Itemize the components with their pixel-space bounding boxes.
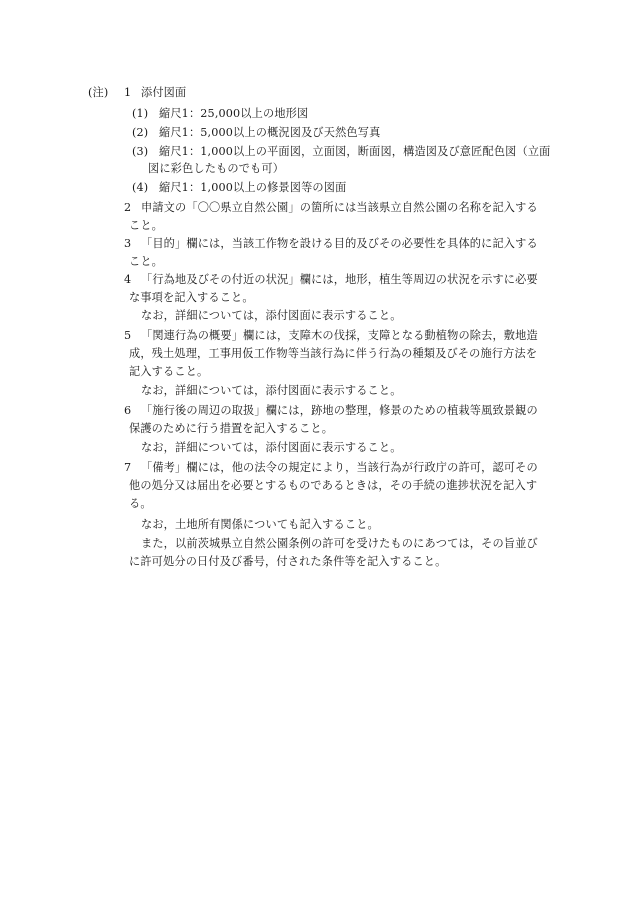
note-line: 「目的」欄には，当該工作物を設ける目的及びその必要性を具体的に記入する xyxy=(141,237,538,250)
note-line: る。 xyxy=(129,497,152,510)
note-number: 4 xyxy=(124,273,132,286)
note-line: こと。 xyxy=(129,255,164,268)
note-line: なお，土地所有関係についても記入すること。 xyxy=(141,518,379,531)
note-line: 保護のために行う措置を記入すること。 xyxy=(129,422,334,435)
sub-item-line: 図に彩色したものでも可） xyxy=(148,162,285,175)
note-number: 5 xyxy=(124,329,132,342)
note-line: 申請文の「〇〇県立自然公園」の箇所には当該県立自然公園の名称を記入する xyxy=(141,201,538,214)
note-line: 他の処分又は届出を必要とするものであるときは，その手続の進捗状況を記入す xyxy=(129,479,538,492)
note-line: 記入すること。 xyxy=(129,365,209,378)
sub-item-number: (2) xyxy=(132,126,149,139)
note-line: なお，詳細については，添付図面に表示すること。 xyxy=(141,384,402,397)
note-number: 2 xyxy=(124,201,132,214)
note-line: に許可処分の日付及び番号，付された条件等を記入すること。 xyxy=(129,555,447,568)
note-number: 6 xyxy=(124,404,132,417)
note-line: 「施行後の周辺の取扱」欄には，跡地の整理，修景のための植栽等風致景観の xyxy=(141,404,538,417)
sub-item-number: (4) xyxy=(132,181,149,194)
sub-item-line: 縮尺1：5,000以上の概況図及び天然色写真 xyxy=(159,126,381,139)
notes-heading: (注) xyxy=(88,86,109,99)
sub-item-number: (1) xyxy=(132,107,149,120)
sub-item-line: 縮尺1：1,000以上の平面図，立面図，断面図，構造図及び意匠配色図（立面 xyxy=(159,145,551,158)
sub-item-line: 縮尺1：1,000以上の修景図等の図面 xyxy=(159,181,347,194)
note-line: こと。 xyxy=(129,219,164,232)
note-line: 添付図面 xyxy=(141,86,187,99)
note-line: なお，詳細については，添付図面に表示すること。 xyxy=(141,309,402,322)
note-line: なお，詳細については，添付図面に表示すること。 xyxy=(141,441,402,454)
sub-item-line: 縮尺1：25,000以上の地形図 xyxy=(159,107,309,120)
note-number: 3 xyxy=(124,237,132,250)
note-line: 「関連行為の概要」欄には，支障木の伐採，支障となる動植物の除去，敷地造 xyxy=(141,329,538,342)
note-line: な事項を記入すること。 xyxy=(129,291,254,304)
sub-item-number: (3) xyxy=(132,145,149,158)
note-line: 「備考」欄には，他の法令の規定により，当該行為が行政庁の許可，認可その xyxy=(141,461,538,474)
note-line: 「行為地及びその付近の状況」欄には，地形，植生等周辺の状況を示すに必要 xyxy=(141,273,538,286)
note-line: 成，残土処理，工事用仮工作物等当該行為に伴う行為の種類及びその施行方法を xyxy=(129,347,538,360)
note-number: 7 xyxy=(124,461,132,474)
note-number: 1 xyxy=(124,86,132,99)
note-line: また，以前茨城県立自然公園条例の許可を受けたものにあつては，その旨並び xyxy=(141,537,538,550)
